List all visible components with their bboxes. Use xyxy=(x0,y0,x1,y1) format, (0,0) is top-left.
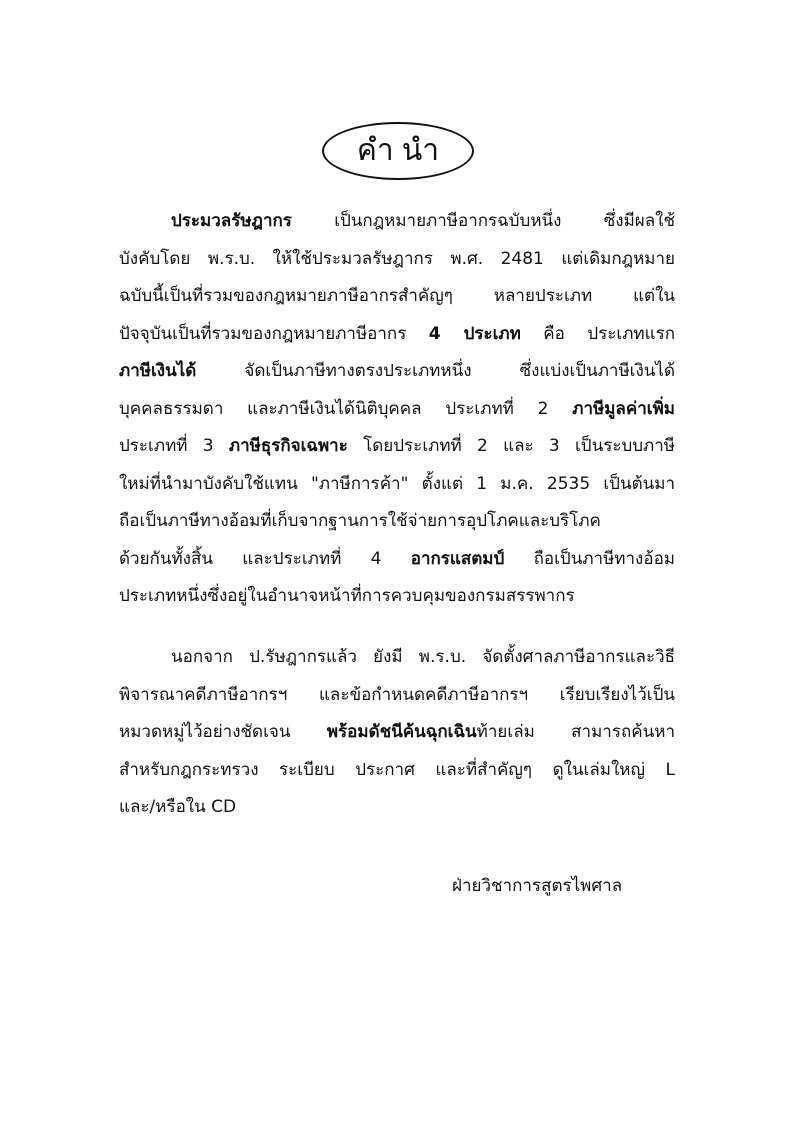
text-span: ด้วยกันทั้งสิ้น และประเภทที่ 4 xyxy=(119,548,411,569)
paragraph-1-line-2: บังคับโดย พ.ร.บ. ให้ใช้ประมวลรัษฎากร พ.ศ. 2481 แต่เดิมกฎหมาย xyxy=(119,248,675,269)
paragraph-2 xyxy=(119,639,675,827)
paragraph-1-line-3: ฉบับนี้เป็นที่รวมของกฎหมายภาษีอากรสำคัญๆ หลายประเภท แต่ใน xyxy=(119,286,675,306)
paragraph-1-line-7 xyxy=(119,428,675,466)
paragraph-2-line-2: พิจารณาคดีภาษีอากรฯ และข้อกำหนดคดีภาษีอากรฯ เรียบเรียงไว้เป็น xyxy=(119,684,675,705)
title-oval xyxy=(322,122,474,180)
text-span: หมวดหมู่ไว้อย่างชัดเจน xyxy=(119,722,327,742)
paragraph-1-line-8: ใหม่ที่นำมาบังคับใช้แทน "ภาษีการค้า" ตั้งแต่ 1 ม.ค. 2535 เป็นต้นมา xyxy=(119,473,675,494)
text-span: ท้ายเล่ม สามารถค้นหา xyxy=(476,722,675,742)
bold-term-emergency-index: พร้อมดัชนีค้นฉุกเฉิน xyxy=(326,722,477,742)
paragraph-1 xyxy=(119,203,675,616)
text-span: จัดเป็นภาษีทางตรงประเภทหนึ่ง ซึ่งแบ่งเป็นภาษีเงินได้ xyxy=(196,361,675,381)
text-span: คือ ประเภทแรก xyxy=(520,323,675,344)
bold-term-specific-business-tax: ภาษีธุรกิจเฉพาะ xyxy=(228,436,348,456)
paragraph-1-line-5 xyxy=(119,353,675,391)
paragraph-2-line-4: สำหรับกฎกระทรวง ระเบียบ ประกาศ และที่สำคัญๆ ดูในเล่มใหญ่ L xyxy=(119,759,675,780)
text-span: ประเภทที่ 3 xyxy=(119,436,229,456)
text-span: ถือเป็นภาษีทางอ้อม xyxy=(504,548,675,569)
paragraph-1-line-1 xyxy=(119,203,675,241)
paragraph-2-line-1: นอกจาก ป.รัษฎากรแล้ว ยังมี พ.ร.บ. จัดตั้งศาลภาษีอากรและวิธี xyxy=(171,647,675,667)
paragraph-2-line-3 xyxy=(119,714,675,752)
paragraph-1-line-9: ถือเป็นภาษีทางอ้อมที่เก็บจากฐานการใช้จ่ายการอุปโภคและบริโภค xyxy=(119,511,601,531)
text-span: โดยประเภทที่ 2 และ 3 เป็นระบบภาษี xyxy=(347,436,675,456)
paragraph-1-line-11: ประเภทหนึ่งซึ่งอยู่ในอำนาจหน้าที่การควบคุมของกรมสรรพากร xyxy=(119,586,575,606)
paragraph-1-line-10 xyxy=(119,541,675,579)
paragraph-1-line-4 xyxy=(119,316,675,354)
paragraph-1-line-6 xyxy=(119,391,675,429)
page-title: คำนำ xyxy=(356,133,448,168)
signature: ฝ่ายวิชาการสูตรไพศาล xyxy=(452,876,623,896)
text-span: เป็นกฎหมายภาษีอากรฉบับหนึ่ง ซึ่งมีผลใช้ xyxy=(291,211,675,231)
paragraph-2-line-5: และ/หรือใน CD xyxy=(119,797,237,817)
bold-term-4-types: 4 ประเภท xyxy=(428,323,521,344)
text-span: ปัจจุบันเป็นที่รวมของกฎหมายภาษีอากร xyxy=(119,323,429,344)
bold-term-stamp-duty: อากรแสตมป์ xyxy=(410,548,505,569)
bold-term-revenue-code: ประมวลรัษฎากร xyxy=(171,211,292,231)
bold-term-vat: ภาษีมูลค่าเพิ่ม xyxy=(572,398,675,419)
text-span: บุคคลธรรมดา และภาษีเงินได้นิติบุคคล ประเภทที่ 2 xyxy=(119,398,573,419)
bold-term-income-tax: ภาษีเงินได้ xyxy=(119,361,197,381)
